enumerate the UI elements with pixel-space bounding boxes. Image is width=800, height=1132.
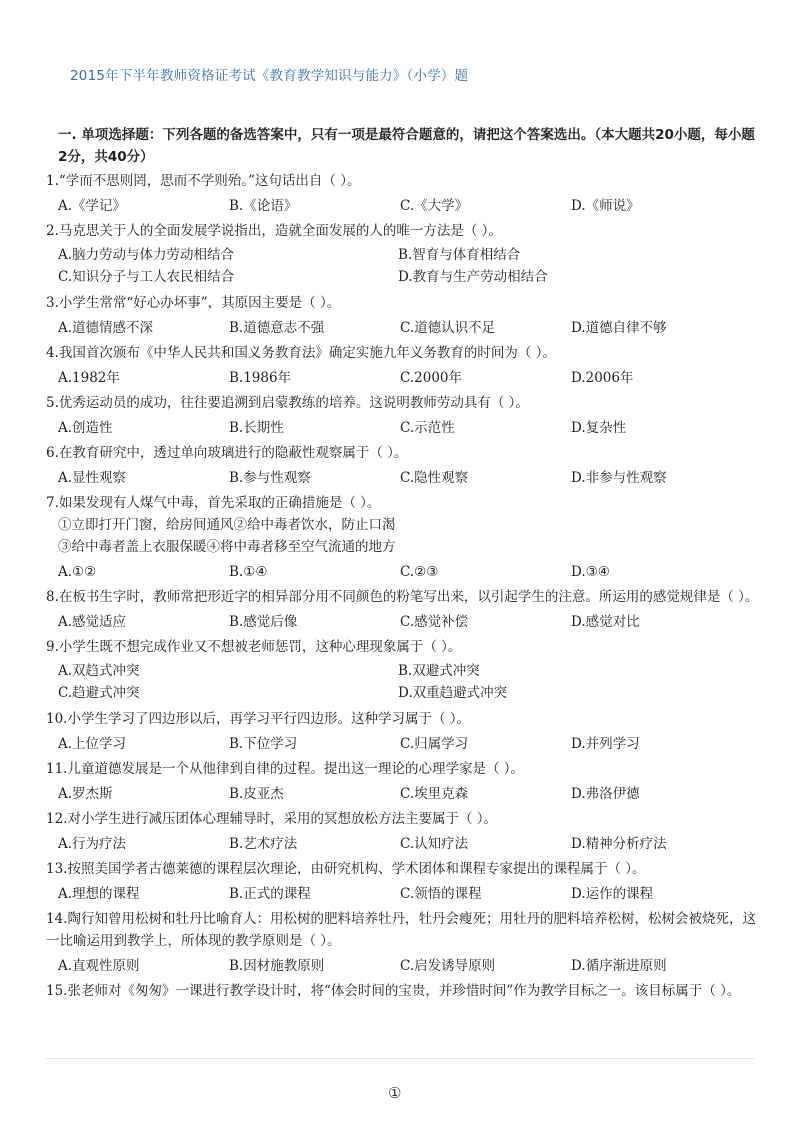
question-item bbox=[46, 392, 766, 439]
question-item bbox=[46, 636, 766, 704]
question-item bbox=[46, 292, 766, 339]
answer-option: C.《大学》 bbox=[400, 198, 469, 214]
answer-option: A.直观性原则 bbox=[58, 958, 140, 974]
question-stem: 11.儿童道德发展是一个从他律到自律的过程。提出这一理论的心理学家是（ ）。 bbox=[46, 761, 525, 777]
question-item bbox=[46, 442, 766, 489]
answer-option: C.感觉补偿 bbox=[400, 614, 469, 630]
question-item bbox=[46, 808, 766, 855]
answer-option: B.双避式冲突 bbox=[398, 663, 480, 679]
question-stem: 4.我国首次颁布《中华人民共和国义务教育法》确定实施九年义务教育的时间为（ ）。 bbox=[46, 345, 556, 361]
answer-option: D.教育与生产劳动相结合 bbox=[398, 269, 548, 285]
answer-option: A.《学记》 bbox=[58, 198, 127, 214]
document-title: 2015年下半年教师资格证考试《教育教学知识与能力》（小学）题 bbox=[70, 68, 469, 84]
answer-option: D.循序渐进原则 bbox=[571, 958, 667, 974]
question-stem: 5.优秀运动员的成功，往往要追溯到启蒙教练的培养。这说明教师劳动具有（ ）。 bbox=[46, 395, 529, 411]
question-item bbox=[46, 492, 766, 583]
answer-option: A.道德情感不深 bbox=[58, 320, 154, 336]
answer-option: B.皮亚杰 bbox=[229, 786, 284, 802]
answer-options bbox=[46, 611, 766, 633]
answer-option: C.趋避式冲突 bbox=[58, 685, 140, 701]
question-stem: 10.小学生学习了四边形以后，再学习平行四边形。这种学习属于（ ）。 bbox=[46, 711, 471, 727]
answer-option: C.知识分子与工人农民相结合 bbox=[58, 269, 235, 285]
answer-option: B.①④ bbox=[229, 564, 268, 580]
answer-option: D.运作的课程 bbox=[571, 886, 654, 902]
answer-options bbox=[46, 783, 766, 805]
answer-option: A.罗杰斯 bbox=[58, 786, 113, 802]
answer-options bbox=[46, 883, 766, 905]
answer-option: C.2000年 bbox=[400, 370, 462, 386]
question-item bbox=[46, 170, 766, 217]
answer-option: C.归属学习 bbox=[400, 736, 469, 752]
answer-option: C.②③ bbox=[400, 564, 439, 580]
answer-option: B.艺术疗法 bbox=[229, 836, 298, 852]
answer-option: A.理想的课程 bbox=[58, 886, 140, 902]
answer-option: B.参与性观察 bbox=[229, 470, 311, 486]
question-item bbox=[46, 342, 766, 389]
answer-option: A.①② bbox=[58, 564, 97, 580]
answer-options bbox=[46, 660, 766, 704]
answer-option: D.感觉对比 bbox=[571, 614, 640, 630]
answer-option: A.创造性 bbox=[58, 420, 113, 436]
question-item bbox=[46, 858, 766, 905]
answer-option: A.感觉适应 bbox=[58, 614, 127, 630]
answer-option: D.《师说》 bbox=[571, 198, 640, 214]
answer-option: D.③④ bbox=[571, 564, 610, 580]
question-item bbox=[46, 586, 766, 633]
footer-divider bbox=[46, 1058, 754, 1059]
question-stem: 12.对小学生进行减压团体心理辅导时，采用的冥想放松方法主要属于（ ）。 bbox=[46, 811, 498, 827]
question-item bbox=[46, 908, 766, 977]
question-stem: 7.如果发现有人煤气中毒，首先采取的正确措施是（ ）。 bbox=[46, 495, 381, 511]
answer-option: C.埃里克森 bbox=[400, 786, 469, 802]
answer-option: A.上位学习 bbox=[58, 736, 127, 752]
question-stem: 15.张老师对《匆匆》一课进行教学设计时，将“体会时间的宝贵，并珍惜时间”作为教学目标之一。该目标属于（ ）。 bbox=[46, 983, 741, 999]
answer-option: D.道德自律不够 bbox=[571, 320, 667, 336]
answer-options bbox=[46, 561, 766, 583]
answer-options bbox=[46, 833, 766, 855]
answer-option: A.双趋式冲突 bbox=[58, 663, 140, 679]
question-stem: 6.在教育研究中，透过单向玻璃进行的隐蔽性观察属于（ ）。 bbox=[46, 445, 408, 461]
answer-option: A.显性观察 bbox=[58, 470, 127, 486]
answer-option: B.1986年 bbox=[229, 370, 292, 386]
answer-options bbox=[46, 367, 766, 389]
answer-options bbox=[46, 317, 766, 339]
answer-option: C.道德认识不足 bbox=[400, 320, 496, 336]
section-heading: 一. 单项选择题：下列各题的备选答案中，只有一项是最符合题意的，请把这个答案选出。（本大题共20小题，每小题2分，共40分） bbox=[58, 127, 755, 165]
page-number: ① bbox=[388, 1084, 402, 1102]
question-item bbox=[46, 758, 766, 805]
question-item bbox=[46, 220, 766, 288]
question-stem: 8.在板书生字时，教师常把形近字的相异部分用不同颜色的粉笔写出来，以引起学生的注意。所运用的感觉规律是（ ）。 bbox=[46, 589, 759, 605]
answer-option: D.精神分析疗法 bbox=[571, 836, 667, 852]
answer-options bbox=[46, 733, 766, 755]
question-stem: 1.“学而不思则罔，思而不学则殆。”这句话出自（ ）。 bbox=[46, 173, 361, 189]
question-stem: 13.按照美国学者古德莱德的课程层次理论，由研究机构、学术团体和课程专家提出的课程属于（ ）。 bbox=[46, 861, 646, 877]
answer-option: C.领悟的课程 bbox=[400, 886, 482, 902]
question-item bbox=[46, 708, 766, 755]
answer-options bbox=[46, 244, 766, 288]
answer-option: C.启发诱导原则 bbox=[400, 958, 496, 974]
answer-option: D.弗洛伊德 bbox=[571, 786, 640, 802]
answer-option: D.非参与性观察 bbox=[571, 470, 667, 486]
answer-options bbox=[46, 467, 766, 489]
question-list bbox=[46, 168, 766, 1002]
answer-option: B.《论语》 bbox=[229, 198, 298, 214]
answer-option: B.因材施教原则 bbox=[229, 958, 325, 974]
question-stem: 3.小学生常常“好心办坏事”，其原因主要是（ ）。 bbox=[46, 295, 341, 311]
answer-option: B.长期性 bbox=[229, 420, 284, 436]
answer-option: B.智育与体育相结合 bbox=[398, 247, 521, 263]
question-stem: 9.小学生既不想完成作业又不想被老师惩罚，这种心理现象属于（ ）。 bbox=[46, 639, 462, 655]
question-sub-item: ③给中毒者盖上衣服保暖④将中毒者移至空气流通的地方 bbox=[58, 539, 396, 555]
question-stem: 14.陶行知曾用松树和牡丹比喻育人：用松树的肥料培养牡丹，牡丹会瘦死；用牡丹的肥料培养松树，松树会被烧死，这一比喻运用到教学上，所体现的教学原则是（ ）。 bbox=[46, 911, 756, 949]
answer-option: C.认知疗法 bbox=[400, 836, 469, 852]
question-item bbox=[46, 980, 766, 1002]
answer-option: B.感觉后像 bbox=[229, 614, 298, 630]
answer-option: C.示范性 bbox=[400, 420, 455, 436]
answer-option: B.下位学习 bbox=[229, 736, 298, 752]
answer-option: C.隐性观察 bbox=[400, 470, 469, 486]
answer-options bbox=[46, 417, 766, 439]
answer-option: D.双重趋避式冲突 bbox=[398, 685, 508, 701]
answer-option: D.复杂性 bbox=[571, 420, 627, 436]
answer-option: A.1982年 bbox=[58, 370, 120, 386]
question-sub-item: ①立即打开门窗，给房间通风②给中毒者饮水，防止口渴 bbox=[58, 517, 396, 533]
answer-option: B.道德意志不强 bbox=[229, 320, 325, 336]
answer-option: D.2006年 bbox=[571, 370, 634, 386]
answer-options bbox=[46, 195, 766, 217]
answer-option: B.正式的课程 bbox=[229, 886, 311, 902]
question-stem: 2.马克思关于人的全面发展学说指出，造就全面发展的人的唯一方法是（ ）。 bbox=[46, 223, 502, 239]
answer-option: A.脑力劳动与体力劳动相结合 bbox=[58, 247, 235, 263]
answer-option: D.并列学习 bbox=[571, 736, 640, 752]
answer-option: A.行为疗法 bbox=[58, 836, 127, 852]
answer-options bbox=[46, 955, 766, 977]
